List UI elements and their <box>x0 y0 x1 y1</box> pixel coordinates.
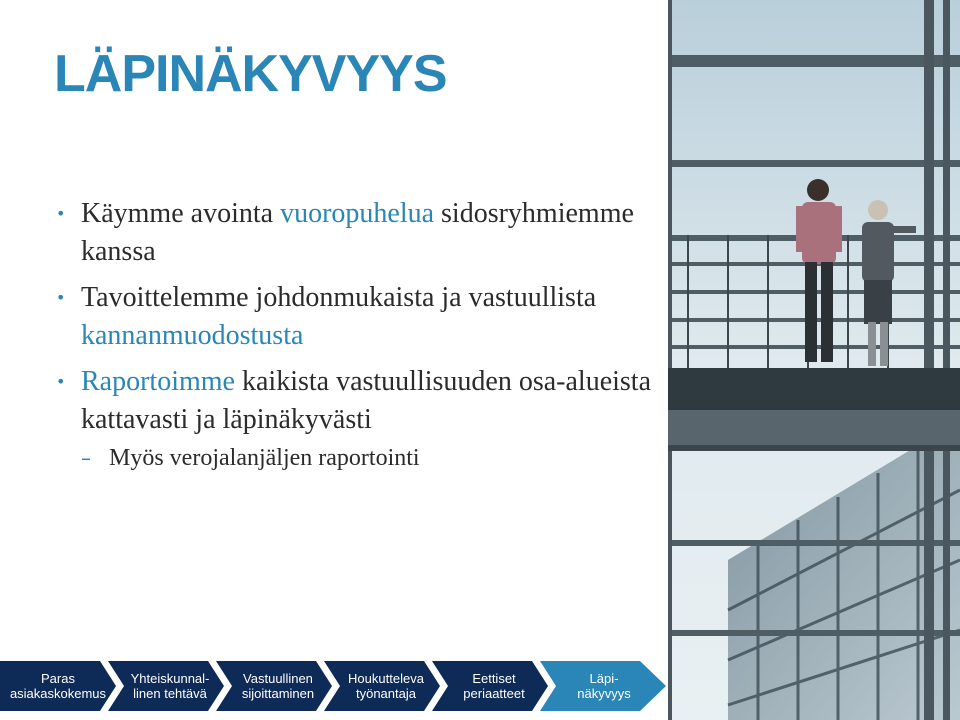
building-photo-illustration <box>668 0 960 720</box>
nav-step-houkutteleva-tyonantaja[interactable] <box>334 661 438 711</box>
bullet-dot-icon: • <box>56 204 66 223</box>
nav-step-label: Houkutteleva työnantaja <box>348 671 424 701</box>
bullet-text: Tavoittelemme johdonmukaista ja vastuullista <box>81 282 597 313</box>
nav-step-lapinakyvyys[interactable] <box>552 661 656 711</box>
building-photo <box>668 0 960 720</box>
sub-bullet-item <box>81 441 656 475</box>
bullet-text: Käymme avointa <box>81 198 281 229</box>
sub-bullet-text: Myös verojalanjäljen raportointi <box>109 445 420 471</box>
bullet-dot-icon: • <box>56 288 66 307</box>
process-chevron-nav <box>0 661 668 711</box>
dash-icon: – <box>81 446 91 470</box>
nav-step-eettiset-periaatteet[interactable] <box>442 661 546 711</box>
nav-step-label: Läpi- näkyvyys <box>577 671 631 701</box>
nav-step-label: Paras asiakaskokemus <box>9 671 107 701</box>
bullet-item <box>56 279 656 355</box>
nav-step-paras-asiakaskokemus[interactable] <box>0 661 116 711</box>
bullet-text: kaikista vastuullisuuden osa-alueista kattavasti ja läpinäkyvästi <box>81 366 652 435</box>
bullet-dot-icon: • <box>56 372 66 391</box>
bullet-highlight: vuoropuhelua <box>280 198 435 229</box>
nav-step-vastuullinen-sijoittaminen[interactable] <box>226 661 330 711</box>
bullet-list <box>56 195 656 483</box>
nav-step-label: Vastuullinen sijoittaminen <box>241 671 315 701</box>
slide-title: LÄPINÄKYVYYS <box>54 45 447 103</box>
bullet-highlight: Raportoimme <box>81 366 235 397</box>
nav-step-label: Yhteiskunnal- linen tehtävä <box>130 671 210 701</box>
bullet-highlight: kannanmuodostusta <box>81 320 304 351</box>
nav-step-yhteiskunnallinen-tehtava[interactable] <box>118 661 222 711</box>
bullet-item <box>56 363 656 475</box>
nav-step-label: Eettiset periaatteet <box>463 671 525 701</box>
bullet-text: sidosryhmiemme kanssa <box>81 198 634 267</box>
bullet-item <box>56 195 656 271</box>
